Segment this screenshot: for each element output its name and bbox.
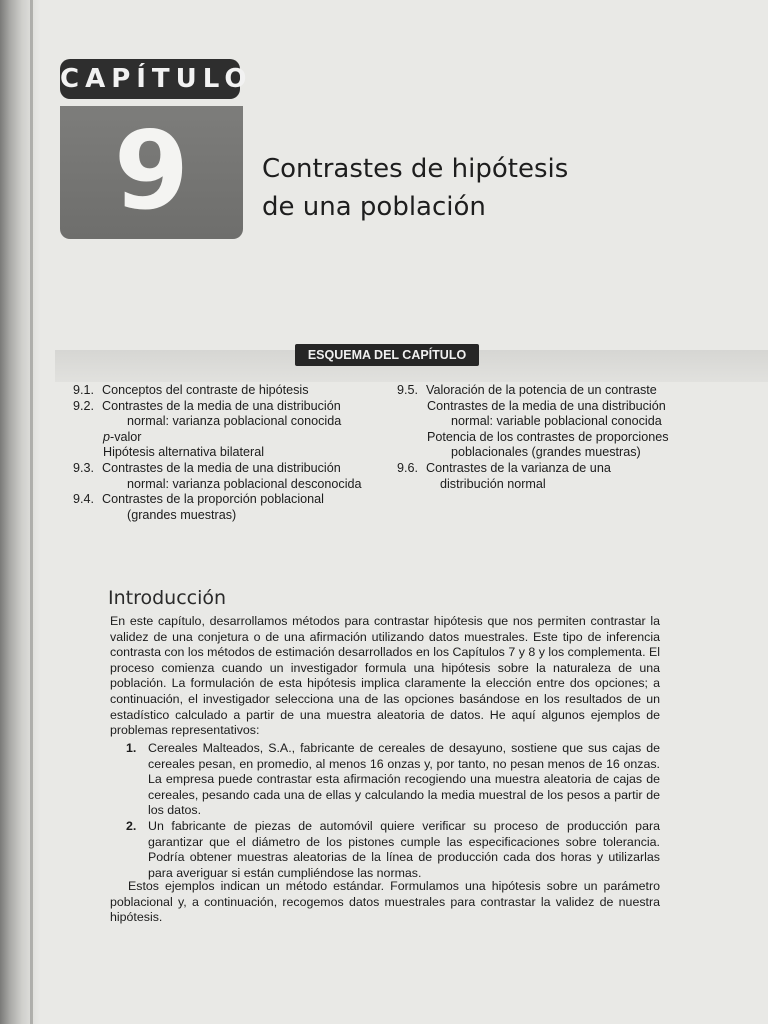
outline-item-number: 9.2. [73,398,95,413]
list-item-number: 2. [126,818,137,833]
outline-subitem: (grandes muestras) [127,507,237,522]
outline-subitem [73,430,393,446]
outline-subitem: poblacionales (grandes muestras) [451,445,641,460]
chapter-label: CAPÍTULO [60,59,240,99]
outline-item-text: Contrastes de la proporción poblacional [102,492,324,507]
outline-item-number: 9.6. [397,460,419,475]
outline-item-text: Contrastes de la media de una distribución [102,460,341,475]
introduction-heading: Introducción [108,587,227,609]
outline-heading: ESQUEMA DEL CAPÍTULO [295,344,479,366]
introduction-paragraph: En este capítulo, desarrollamos métodos para contrastar hipótesis que nos permiten contrastar la validez de una conjetura o de una afirmación utilizando datos muestrales. Este tipo de inferencia contrasta con los métodos de estimación desarrollados en los Capítulos 7 y 8 y los complementa. El proceso comienza cuando un investigador formula una hipótesis sobre la naturaleza de una población. La formulación de esta hipótesis implica claramente la elección entre dos opciones; a continuación, el investigador selecciona una de las opciones basándose en los resultados de un estadístico calculado a partir de una muestra aleatoria de datos. He aquí algunos ejemplos de problemas representativos: [110,614,660,738]
chapter-number-box [60,106,243,239]
outline-item-text: Contrastes de la varianza de una [426,460,611,475]
outline-item-number: 9.4. [73,492,95,507]
outline-item [73,492,393,508]
chapter-title [262,150,682,226]
chapter-title-line-2: de una población [262,192,486,222]
outline-item [73,461,393,477]
outline-subitem: normal: variable poblacional conocida [451,414,662,429]
binding-edge-line [30,0,33,1024]
p-valor-text: -valor [110,429,142,444]
outline-item [397,461,727,477]
outline-subitem: Potencia de los contrastes de proporciones [427,429,669,444]
outline-item-number: 9.1. [73,383,95,397]
outline-subitem: distribución normal [440,476,546,491]
p-italic: p [103,429,111,444]
chapter-number: 9 [113,109,190,234]
outline-item-text: Contrastes de la media de una distribución [102,398,341,413]
outline-item [73,399,393,415]
outline-item-text: Conceptos del contraste de hipótesis [102,383,309,397]
outline-item-number: 9.5. [397,383,419,397]
chapter-title-line-1: Contrastes de hipótesis [262,154,569,184]
outline-subitem: Hipótesis alternativa bilateral [103,445,265,460]
examples-list [126,741,660,881]
outline-left-column [73,383,393,523]
outline-subitem: normal: varianza poblacional desconocida [127,476,362,491]
list-item-text: Cereales Malteados, S.A., fabricante de cereales de desayuno, sostiene que sus cajas de cereales pesan, en promedio, al menos 16 onzas y, por tanto, no pesan menos de 16 onzas. La empresa puede contrastar esta afirmación recogiendo una muestra aleatoria de cajas de cereales, pesando cada una de ellas y calculando la media muestral de los pesos a partir de los datos. [148,741,660,818]
outline-right-column [397,383,727,492]
book-binding-shadow [0,0,40,1024]
list-item [126,741,660,819]
outline-item [73,383,393,399]
outline-subitem: normal: varianza poblacional conocida [127,414,342,429]
list-item [126,819,660,881]
outline-item-number: 9.3. [73,460,95,475]
closing-paragraph: Estos ejemplos indican un método estándar. Formulamos una hipótesis sobre un parámetro poblacional y, a continuación, recogemos datos muestrales para contrastar la validez de nuestra hipótesis. [110,879,660,925]
outline-item [397,383,727,399]
outline-subitem: Contrastes de la media de una distribución [427,398,666,413]
list-item-number: 1. [126,741,137,755]
list-item-text: Un fabricante de piezas de automóvil quiere verificar su proceso de producción para garantizar que el diámetro de los pistones cumple las especificaciones sobre tolerancia. Podría obtener muestras aleatorias de la línea de producción cada dos horas y utilizarlas para averiguar si están cumpliéndose las normas. [148,818,660,880]
outline-item-text: Valoración de la potencia de un contraste [426,383,657,397]
